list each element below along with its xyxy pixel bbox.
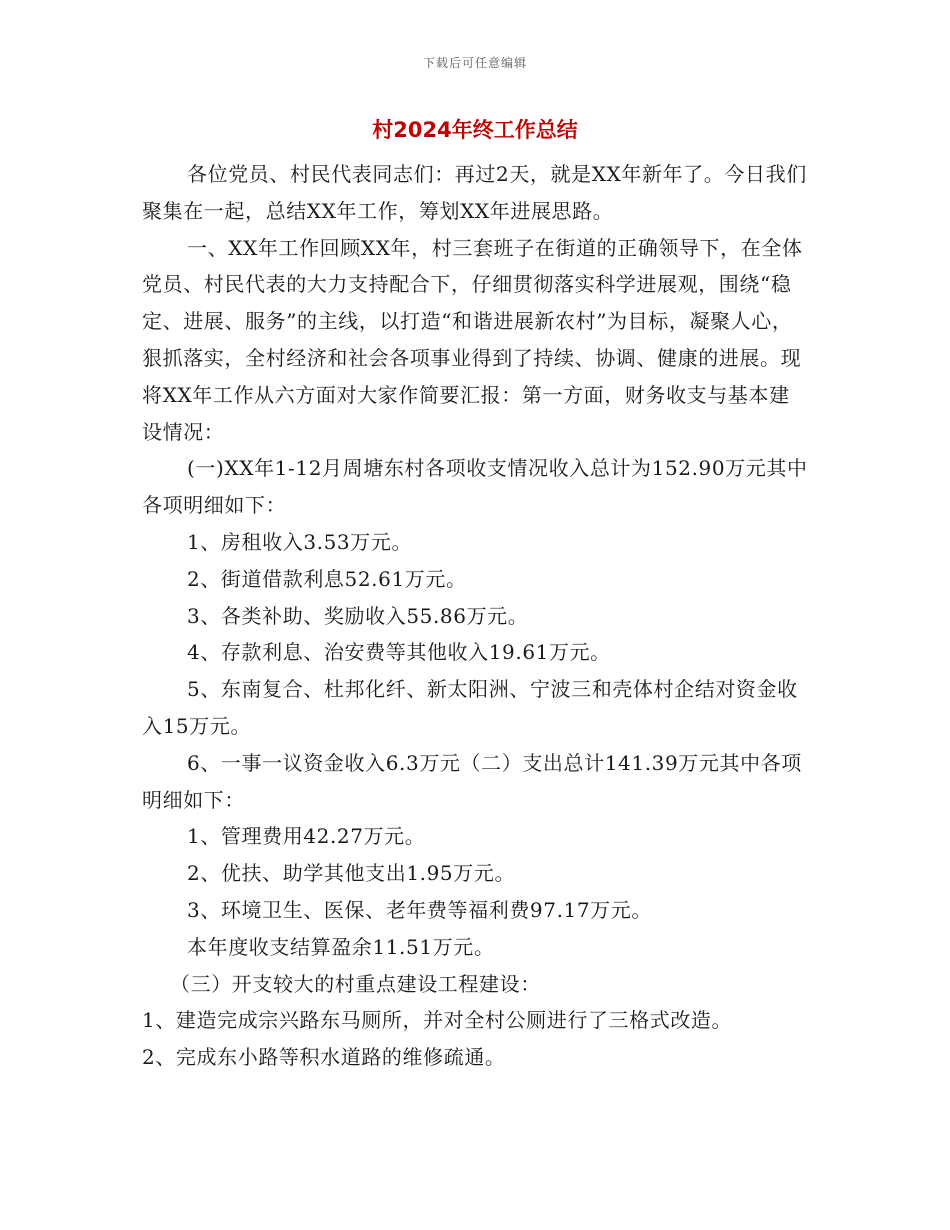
list-item-income-4: 4、存款利息、治安费等其他收入19.61万元。 — [187, 640, 611, 665]
paragraph-review: 一、XX年工作回顾XX年，村三套班子在街道的正确领导下，在全体党员、村民代表的大力支持配合下，仔细贯彻落实科学进展观，围绕“稳定、进展、服务”的主线，以打造“和谐进展新农村”为目标，凝聚人心，狠抓落实，全村经济和社会各项事业得到了持续、协调、健康的进展。现将XX年工作从六方面对大家作简要汇报：第一方面，财务收支与基本建设情况： — [142, 235, 803, 444]
list-item-income-6: 6、一事一议资金收入6.3万元（二）支出总计141.39万元其中各项明细如下： — [142, 750, 802, 812]
document-body — [142, 156, 810, 1076]
document-title: 村2024年终工作总结 — [372, 118, 578, 142]
list-item-construction-2: 2、完成东小路等积水道路的维修疏通。 — [142, 1045, 506, 1070]
list-item-expense-2: 2、优扶、助学其他支出1.95万元。 — [187, 861, 516, 886]
list-item-income-5: 5、东南复合、杜邦化纤、新太阳洲、宁波三和壳体村企结对资金收入15万元。 — [142, 677, 798, 738]
list-item-income-1: 1、房租收入3.53万元。 — [187, 529, 413, 554]
list-item-expense-3: 3、环境卫生、医保、老年费等福利费97.17万元。 — [187, 897, 652, 922]
paragraph-greeting: 各位党员、村民代表同志们：再过2天，就是XX年新年了。今日我们聚集在一起，总结XX年工作，筹划XX年进展思路。 — [142, 162, 807, 223]
list-item-expense-1: 1、管理费用42.27万元。 — [187, 824, 426, 849]
list-item-income-2: 2、街道借款利息52.61万元。 — [187, 566, 467, 591]
paragraph-surplus: 本年度收支结算盈余11.51万元。 — [187, 934, 495, 959]
list-item-construction-1: 1、建造完成宗兴路东马厕所，并对全村公厕进行了三格式改造。 — [142, 1008, 733, 1033]
paragraph-income-total: (一)XX年1-12月周塘东村各项收支情况收入总计为152.90万元其中各项明细如下： — [142, 456, 808, 518]
paragraph-construction-heading: （三）开支较大的村重点建设工程建设： — [170, 971, 541, 996]
header-note: 下载后可任意编辑 — [422, 56, 527, 70]
list-item-income-3: 3、各类补助、奖励收入55.86万元。 — [187, 603, 529, 628]
